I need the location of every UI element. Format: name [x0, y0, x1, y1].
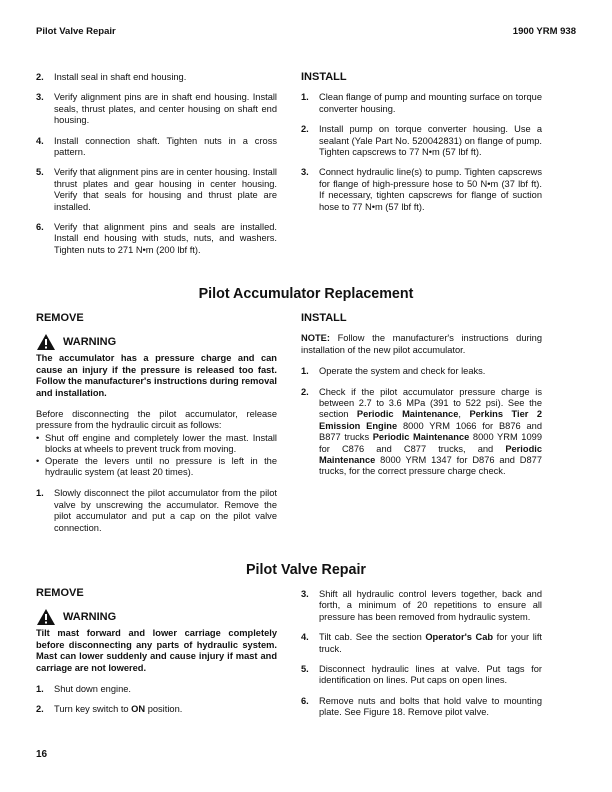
- intro-text: Before disconnecting the pilot accumulator, release pressure from the hydraulic circuit as follows:: [36, 409, 277, 431]
- warning-header: [36, 608, 277, 626]
- header-doc-number: 1900 YRM 938: [512, 26, 576, 37]
- warning-header: [36, 333, 277, 351]
- list-item: 4. Tilt cab. See the section Operator's Cab for your lift truck.: [301, 632, 542, 654]
- accumulator-remove-steps: [36, 488, 277, 534]
- valve-remove-steps: [36, 684, 277, 716]
- list-item: 2. Check if the pilot accumulator pressure charge is between 2.7 to 3.6 MPa (391 to 522 psi). See the section Periodic Maintenance, Perkins Tier 2 Emission Engine 8000 YRM 1066 for B876 and B877 trucks Periodic Maintenance 8000 YRM 1099 for C876 and C877 trucks, and Periodic Maintenance 8000 YRM 1347 for D876 and D877 trucks, for the correct pressure charge check.: [301, 386, 543, 477]
- section-title-accumulator: Pilot Accumulator Replacement: [198, 286, 414, 302]
- warning-text: The accumulator has a pressure charge and can cause an injury if the pressure is released too fast. Follow the manufacturer's instructions during removal and installation.: [36, 353, 277, 398]
- note-label: NOTE:: [301, 333, 330, 344]
- list-item: 1. Operate the system and check for leaks.: [301, 366, 486, 377]
- install-heading: INSTALL: [301, 71, 347, 83]
- list-item: 3. Shift all hydraulic control levers together, back and forth, a minimum of 20 repetitions to ensure all pressure has been removed from hydraulic system.: [301, 589, 542, 622]
- remove-heading: REMOVE: [36, 312, 84, 324]
- list-item: 6. Verify that alignment pins and seals are installed. Install end housing with studs, nuts, and washers. Tighten nuts to 271 N•m (200 lbf ft).: [36, 222, 277, 255]
- warning-label: WARNING: [63, 610, 117, 623]
- remove-heading: REMOVE: [36, 587, 84, 599]
- top-left-steps: [36, 72, 277, 256]
- list-item: 2. Turn key switch to ON position.: [36, 704, 183, 715]
- accumulator-install-column: [301, 313, 542, 487]
- warning-label: WARNING: [63, 335, 117, 348]
- valve-remove-column: [36, 588, 277, 725]
- list-item: 5. Verify that alignment pins are in center housing. Install thrust plates and gear housing in center housing. Verify that seals for housing and thrust plate are installed.: [36, 167, 277, 212]
- list-item: 6. Remove nuts and bolts that hold valve to mounting plate. See Figure 18. Remove pilot valve.: [301, 695, 542, 718]
- list-item: 1. Clean flange of pump and mounting surface on torque converter housing.: [301, 92, 542, 114]
- accumulator-remove-column: [36, 313, 277, 543]
- list-item: 3. Verify alignment pins are in shaft end housing. Install seals, thrust plates, and center housing on shaft end housing.: [36, 92, 277, 126]
- accumulator-install-steps: [301, 366, 542, 478]
- note: [301, 333, 542, 356]
- section-title-valve: Pilot Valve Repair: [246, 562, 366, 578]
- install-heading: INSTALL: [301, 312, 347, 324]
- warning-icon: [36, 333, 56, 351]
- list-item: 4. Install connection shaft. Tighten nuts in a cross pattern.: [36, 135, 277, 158]
- warning-icon: [36, 608, 56, 626]
- list-item: 3. Connect hydraulic line(s) to pump. Tighten capscrews for flange of high-pressure hose to 50 N•m (37 lbf ft). If necessary, tighten capscrews for flange of suction hose to 77 N•m (57 lbf ft).: [301, 167, 542, 212]
- top-right-steps: [301, 92, 542, 213]
- top-left-column: [36, 72, 277, 265]
- list-item: 2. Install pump on torque converter housing. Use a sealant (Yale Part No. 520042831) on flange of pump. Tighten capscrews to 77 N•m (57 lbf ft).: [301, 124, 542, 158]
- valve-steps: [301, 589, 542, 719]
- page-number: 16: [36, 749, 48, 760]
- note-text: Follow the manufacturer's instructions during installation of the new pilot accumulator.: [301, 333, 542, 355]
- list-item: • Operate the levers until no pressure is left in the hydraulic system (at least 20 times).: [36, 455, 277, 478]
- bullet-list: [36, 433, 277, 479]
- list-item: • Shut off engine and completely lower the mast. Install blocks at wheels to prevent truck from moving.: [36, 432, 277, 455]
- top-right-column: [301, 72, 542, 222]
- valve-steps-column: [301, 589, 542, 728]
- header-title: Pilot Valve Repair: [36, 26, 116, 37]
- warning-text: Tilt mast forward and lower carriage completely before disconnecting any parts of hydraulic system. Mast can lower suddenly and cause injury if mast and carriage are not lowered.: [36, 628, 277, 673]
- list-item: 2. Install seal in shaft end housing.: [36, 72, 187, 82]
- list-item: 5. Disconnect hydraulic lines at valve. Put tags for identification on lines. Put caps on open lines.: [301, 664, 542, 686]
- list-item: 1. Shut down engine.: [36, 684, 132, 695]
- list-item: 1. Slowly disconnect the pilot accumulator from the pilot valve by unscrewing the accumulator. Remove the pilot accumulator and put a cap on the pilot valve connection.: [36, 488, 277, 533]
